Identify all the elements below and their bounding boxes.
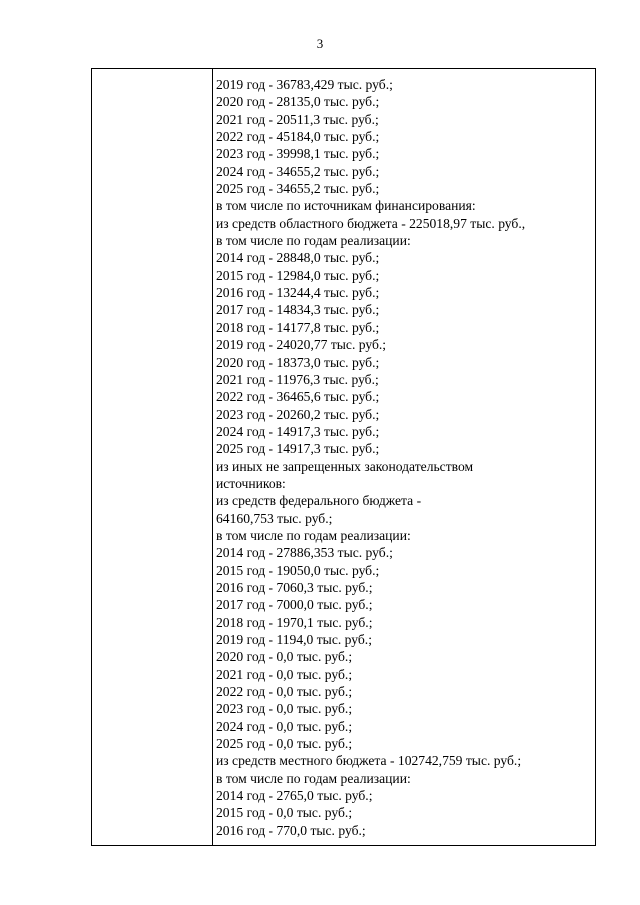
text-line: 2018 год - 14177,8 тыс. руб.; bbox=[216, 319, 380, 335]
text-line: 2016 год - 13244,4 тыс. руб.; bbox=[216, 285, 380, 301]
text-line: из средств федерального бюджета - bbox=[216, 493, 422, 509]
text-line: 2025 год - 14917,3 тыс. руб.; bbox=[216, 441, 380, 457]
text-line: 2023 год - 39998,1 тыс. руб.; bbox=[216, 146, 380, 162]
text-line: 2024 год - 14917,3 тыс. руб.; bbox=[216, 423, 380, 439]
text-line: 2023 год - 20260,2 тыс. руб.; bbox=[216, 406, 380, 422]
text-line: 2016 год - 7060,3 тыс. руб.; bbox=[216, 579, 373, 595]
text-line: 2015 год - 19050,0 тыс. руб.; bbox=[216, 562, 380, 578]
table-right-cell bbox=[216, 76, 594, 839]
table-left-cell bbox=[92, 69, 213, 845]
text-line: 2014 год - 27886,353 тыс. руб.; bbox=[216, 545, 393, 561]
text-line: 2020 год - 18373,0 тыс. руб.; bbox=[216, 354, 380, 370]
page-number: 3 bbox=[316, 36, 324, 51]
text-line: 2022 год - 36465,6 тыс. руб.; bbox=[216, 389, 380, 405]
text-line: 2020 год - 0,0 тыс. руб.; bbox=[216, 649, 353, 665]
text-line: 2018 год - 1970,1 тыс. руб.; bbox=[216, 614, 373, 630]
text-line: из средств областного бюджета - 225018,97 тыс. руб., bbox=[216, 215, 526, 231]
text-line: 2017 год - 7000,0 тыс. руб.; bbox=[216, 597, 373, 613]
funding-table bbox=[91, 68, 596, 846]
text-line: 2014 год - 2765,0 тыс. руб.; bbox=[216, 788, 373, 804]
text-line: 2019 год - 1194,0 тыс. руб.; bbox=[216, 632, 372, 647]
text-line: 2023 год - 0,0 тыс. руб.; bbox=[216, 701, 353, 717]
text-line: 2017 год - 14834,3 тыс. руб.; bbox=[216, 302, 380, 318]
text-line: в том числе по годам реализации: bbox=[216, 527, 411, 543]
text-line: 2021 год - 20511,3 тыс. руб.; bbox=[216, 111, 379, 127]
text-line: 2014 год - 28848,0 тыс. руб.; bbox=[216, 250, 380, 266]
text-line: 2019 год - 36783,429 тыс. руб.; bbox=[216, 77, 393, 92]
text-line: 2015 год - 0,0 тыс. руб.; bbox=[216, 805, 353, 821]
text-line: из средств местного бюджета - 102742,759 тыс. руб.; bbox=[216, 753, 522, 769]
text-line: из иных не запрещенных законодательством bbox=[216, 458, 474, 474]
text-line: в том числе по источникам финансирования: bbox=[216, 198, 476, 214]
text-line: 2016 год - 770,0 тыс. руб.; bbox=[216, 822, 366, 838]
text-line: 2024 год - 34655,2 тыс. руб.; bbox=[216, 163, 380, 179]
text-line: 2025 год - 34655,2 тыс. руб.; bbox=[216, 181, 380, 197]
text-line: в том числе по годам реализации: bbox=[216, 770, 411, 786]
text-line: 2019 год - 24020,77 тыс. руб.; bbox=[216, 337, 387, 353]
text-line: 2022 год - 45184,0 тыс. руб.; bbox=[216, 129, 380, 145]
text-line: источников: bbox=[216, 475, 286, 491]
text-line: 2022 год - 0,0 тыс. руб.; bbox=[216, 684, 353, 700]
text-line: 64160,753 тыс. руб.; bbox=[216, 510, 333, 526]
text-line: в том числе по годам реализации: bbox=[216, 233, 411, 249]
text-line: 2021 год - 0,0 тыс. руб.; bbox=[216, 666, 353, 682]
text-line: 2024 год - 0,0 тыс. руб.; bbox=[216, 718, 353, 734]
text-line: 2025 год - 0,0 тыс. руб.; bbox=[216, 736, 353, 752]
text-line: 2015 год - 12984,0 тыс. руб.; bbox=[216, 267, 380, 283]
text-line: 2020 год - 28135,0 тыс. руб.; bbox=[216, 94, 380, 110]
text-line: 2021 год - 11976,3 тыс. руб.; bbox=[216, 371, 379, 387]
